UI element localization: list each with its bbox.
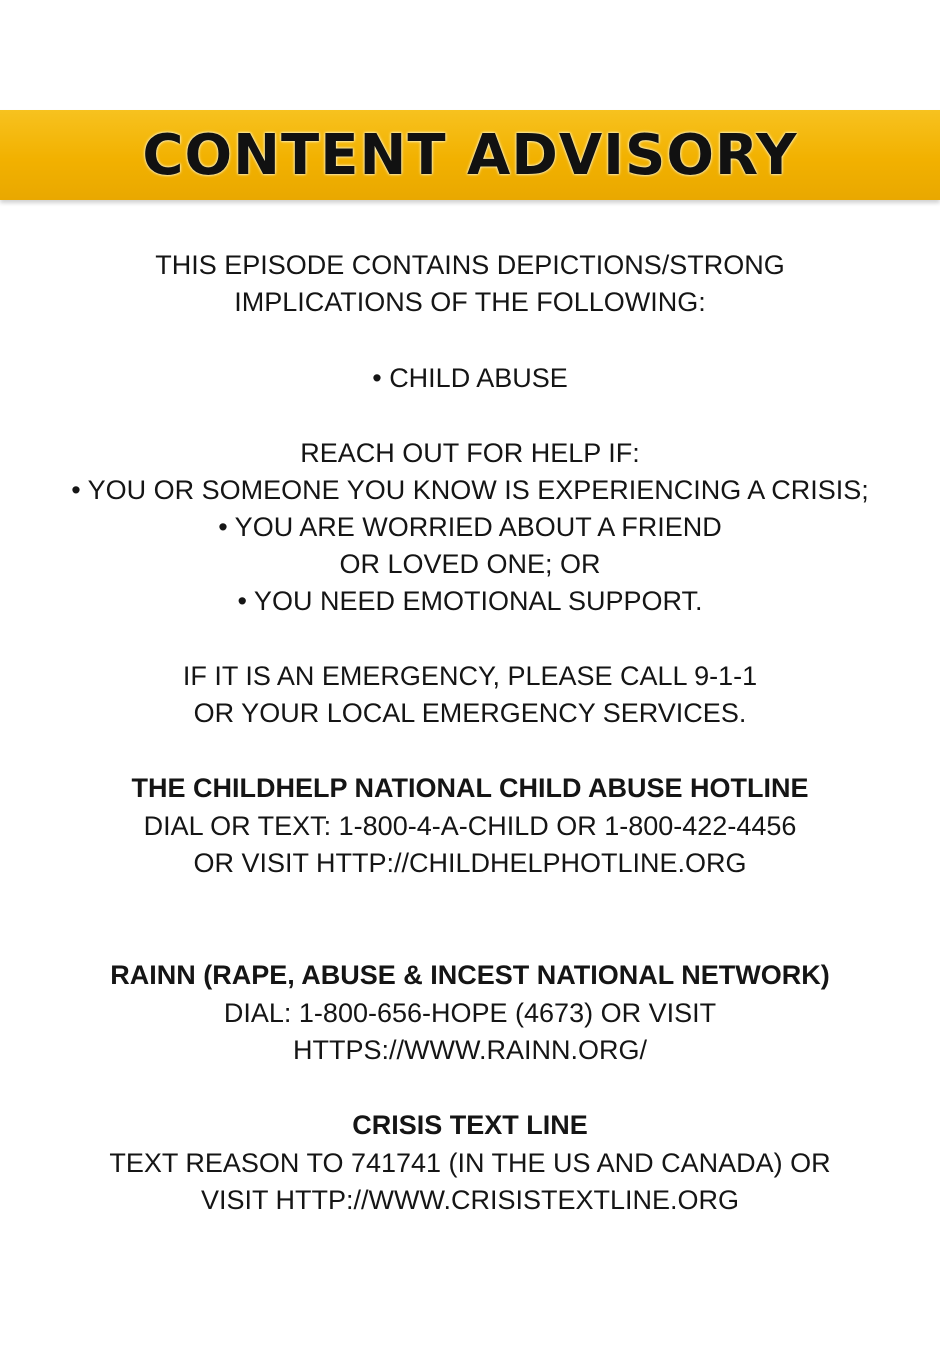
emergency-line-1: IF IT IS AN EMERGENCY, PLEASE CALL 9-1-1 (182, 661, 758, 691)
rainn-title: RAINN (RAPE, ABUSE & INCEST NATIONAL NETWORK) (110, 960, 830, 990)
reach-out-bullet-3: • YOU NEED EMOTIONAL SUPPORT. (237, 586, 703, 616)
advisory-banner (0, 110, 940, 200)
crisis-text-line-title: CRISIS TEXT LINE (352, 1110, 588, 1140)
reach-out-heading: REACH OUT FOR HELP IF: (300, 438, 640, 468)
reach-out-bullet-2-line-2: OR LOVED ONE; OR (339, 549, 601, 579)
topic-item-child-abuse: • CHILD ABUSE (372, 363, 568, 393)
page-title: CONTENT ADVISORY (142, 122, 798, 188)
rainn-website-line: HTTPS://WWW.RAINN.ORG/ (293, 1035, 647, 1065)
intro-line-2: IMPLICATIONS OF THE FOLLOWING: (234, 287, 706, 317)
childhelp-title: THE CHILDHELP NATIONAL CHILD ABUSE HOTLINE (131, 773, 809, 803)
emergency-line-2: OR YOUR LOCAL EMERGENCY SERVICES. (193, 698, 747, 728)
reach-out-bullet-1: • YOU OR SOMEONE YOU KNOW IS EXPERIENCING A CRISIS; (71, 475, 869, 505)
reach-out-bullet-2-line-1: • YOU ARE WORRIED ABOUT A FRIEND (218, 512, 722, 542)
crisis-text-line-website: VISIT HTTP://WWW.CRISISTEXTLINE.ORG (200, 1185, 740, 1215)
intro-line-1: THIS EPISODE CONTAINS DEPICTIONS/STRONG (155, 250, 785, 280)
crisis-text-line-contact: TEXT REASON TO 741741 (IN THE US AND CANADA) OR (109, 1148, 831, 1178)
rainn-contact-line: DIAL: 1-800-656-HOPE (4673) OR VISIT (223, 998, 717, 1028)
childhelp-website-line: OR VISIT HTTP://CHILDHELPHOTLINE.ORG (193, 848, 747, 878)
childhelp-contact-line: DIAL OR TEXT: 1-800-4-A-CHILD OR 1-800-422-4456 (143, 811, 797, 841)
